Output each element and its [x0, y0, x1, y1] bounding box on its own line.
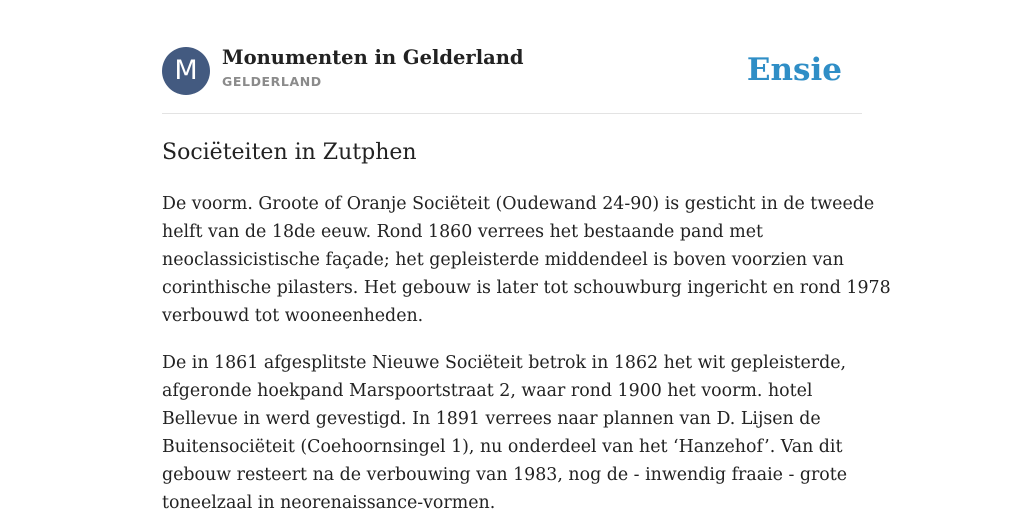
paragraph-line: helft van de 18de eeuw. Rond 1860 verrees het bestaande pand met: [162, 222, 763, 242]
paragraph-line: neoclassicistische façade; het gepleisterde middendeel is boven voorzien van: [162, 250, 844, 270]
brand-logo[interactable]: Ensie: [746, 52, 842, 88]
paragraph-line: gebouw resteert na de verbouwing van 1983, nog de - inwendig fraaie - grote: [162, 465, 848, 485]
paragraph-line: De voorm. Groote of Oranje Sociëteit (Oudewand 24-90) is gesticht in de tweede: [162, 194, 875, 214]
paragraph-line: afgeronde hoekpand Marspoortstraat 2, waar rond 1900 het voorm. hotel: [162, 381, 813, 401]
paragraph-line: Buitensociëteit (Coehoornsingel 1), nu onderdeel van het ‘Hanzehof’. Van dit: [162, 437, 843, 457]
header-divider: [162, 113, 862, 114]
channel-subtitle[interactable]: GELDERLAND: [222, 74, 322, 89]
paragraph-line: toneelzaal in neorenaissance-vormen.: [162, 493, 496, 512]
paragraph-line: Bellevue in werd gevestigd. In 1891 verrees naar plannen van D. Lijsen de: [162, 409, 821, 429]
article-paragraph-1: [162, 190, 891, 330]
article-title: Sociëteiten in Zutphen: [162, 140, 417, 165]
paragraph-line: De in 1861 afgesplitste Nieuwe Sociëteit betrok in 1862 het wit gepleisterde,: [162, 353, 847, 373]
paragraph-line: corinthische pilasters. Het gebouw is later tot schouwburg ingericht en rond 1978: [162, 278, 891, 298]
channel-title[interactable]: Monumenten in Gelderland: [222, 46, 524, 69]
paragraph-line: verbouwd tot wooneenheden.: [162, 306, 424, 326]
header: [162, 46, 862, 96]
avatar[interactable]: M: [162, 47, 210, 95]
article-paragraph-2: [162, 349, 862, 512]
